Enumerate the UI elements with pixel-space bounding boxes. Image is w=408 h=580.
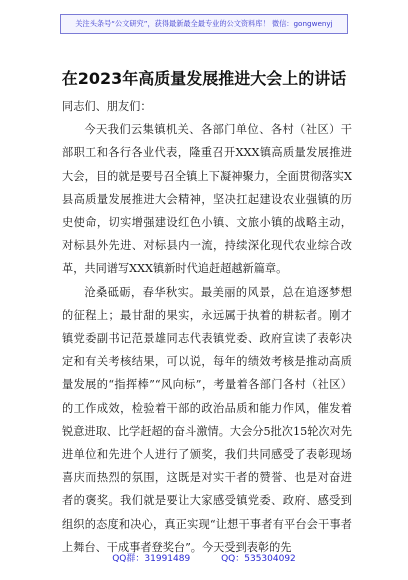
paragraph-1: 今天我们云集镇机关、各部门单位、各村（社区）干部职工和各行各业代表，隆重召开XXX镇高质量发展推进大会，目的就是要号召全镇上下凝神聚力，全面贯彻落实X县高质量发展推进大会精神，坚决扛起建设农业强镇的历史使命，切实增强建设红色小镇、文旅小镇的战略主动，对标县外先进、对标县内一流，持续深化现代农业综合改革，共同谱写XXX镇新时代追赶超越新篇章。 <box>62 123 352 276</box>
greeting: 同志们、朋友们： <box>62 100 152 113</box>
document-body <box>62 95 352 559</box>
document-title: 在2023年高质量发展推进大会上的讲话 <box>61 69 347 88</box>
promo-banner <box>60 14 348 34</box>
footer <box>0 551 408 564</box>
paragraph-2: 沧桑砥砺，春华秋实。最美丽的风景，总在追逐梦想的征程上；最甘甜的果实，永远属于执着的耕耘者。刚才镇党委副书记范景雄同志代表镇党委、政府宣读了表彰决定和有关考核结果，可以说，每年的绩效考核是推动高质量发展的“指挥棒”“风向标”，考量着各部门各村（社区）的工作成效，检验着干部的政治品质和能力作风，催发着锐意进取、比学赶超的奋斗激情。大会分5批次15轮次对先进单位和先进个人进行了颁奖，我们共同感受了表彰现场喜庆而热烈的氛围，这既是对实干者的赞誉、也是对奋进者的褒奖。我们就是要让大家感受镇党委、政府、感受到组织的态度和决心，真正实现“让想干事者有平台会干事者上舞台、干成事者登奖台”。今天受到表彰的先 <box>62 285 352 554</box>
footer-qq: QQ：535304092 <box>221 554 296 564</box>
promo-banner-text: 关注头条号“公文研究”，获得最新最全最专业的公文资料库！ 微信：gongwenyj <box>75 19 333 28</box>
footer-qq-group: QQ群：31991489 <box>112 554 191 564</box>
